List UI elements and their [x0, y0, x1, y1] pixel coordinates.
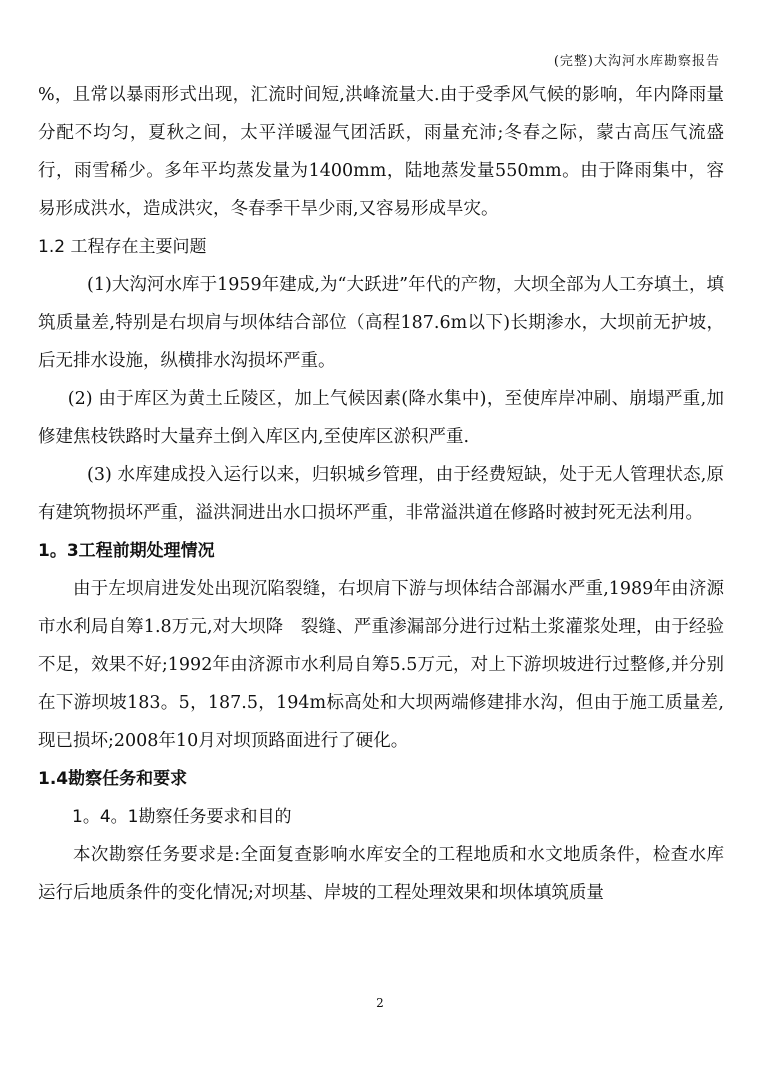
page-header: (完整)大沟河水库勘察报告	[553, 54, 720, 69]
paragraph-problem-1: (1)大沟河水库于1959年建成,为“大跃进”年代的产物，大坝全部为人工夯填土，填筑质量差,特别是右坝肩与坝体结合部位（高程187.6m以下)长期渗水，大坝前无护坡，后无排水设施，纵横排水沟损坏严重。	[38, 275, 724, 371]
paragraph-early-treatment: 由于左坝肩进发处出现沉陷裂缝，右坝肩下游与坝体结合部漏水严重,1989年由济源市水利局自筹1.8万元,对大坝降 裂缝、严重渗漏部分进行过粘土浆灌浆处理，由于经验不足，效果不好;1992年由济源市水利局自筹5.5万元，对上下游坝坡进行过整修,并分别在下游坝坡183。5，187.5，194m标高处和大坝两端修建排水沟，但由于施工质量差,现已损坏;2008年10月对坝顶路面进行了硬化。	[38, 579, 724, 751]
paragraph-problem-2: (2) 由于库区为黄土丘陵区，加上气候因素(降水集中)，至使库岸冲刷、崩塌严重,加修建焦枝铁路时大量弃土倒入库区内,至使库区淤积严重.	[38, 389, 724, 447]
subsection-heading-1-4-1: 1。4。1勘察任务要求和目的	[72, 807, 292, 827]
paragraph-climate: %，且常以暴雨形式出现，汇流时间短,洪峰流量大.由于受季风气候的影响，年内降雨量分配不均匀，夏秋之间，太平洋暖湿气团活跃，雨量充沛;冬春之际，蒙古高压气流盛行，雨雪稀少。多年平均蒸发量为1400mm，陆地蒸发量550mm。由于降雨集中，容易形成洪水，造成洪灾，冬春季干旱少雨,又容易形成旱灾。	[38, 85, 724, 219]
section-heading-1-2: 1.2 工程存在主要问题	[38, 237, 207, 257]
section-heading-1-3: 1。3工程前期处理情况	[38, 541, 215, 561]
paragraph-problem-3: (3) 水库建成投入运行以来，归轵城乡管理，由于经费短缺，处于无人管理状态,原有建筑物损坏严重，溢洪洞进出水口损坏严重，非常溢洪道在修路时被封死无法利用。	[38, 465, 724, 523]
section-heading-1-4: 1.4勘察任务和要求	[38, 769, 188, 789]
page-number: 2	[376, 996, 384, 1010]
paragraph-survey-task: 本次勘察任务要求是:全面复查影响水库安全的工程地质和水文地质条件，检查水库运行后地质条件的变化情况;对坝基、岸坡的工程处理效果和坝体填筑质量	[38, 845, 724, 903]
document-body	[38, 76, 724, 912]
